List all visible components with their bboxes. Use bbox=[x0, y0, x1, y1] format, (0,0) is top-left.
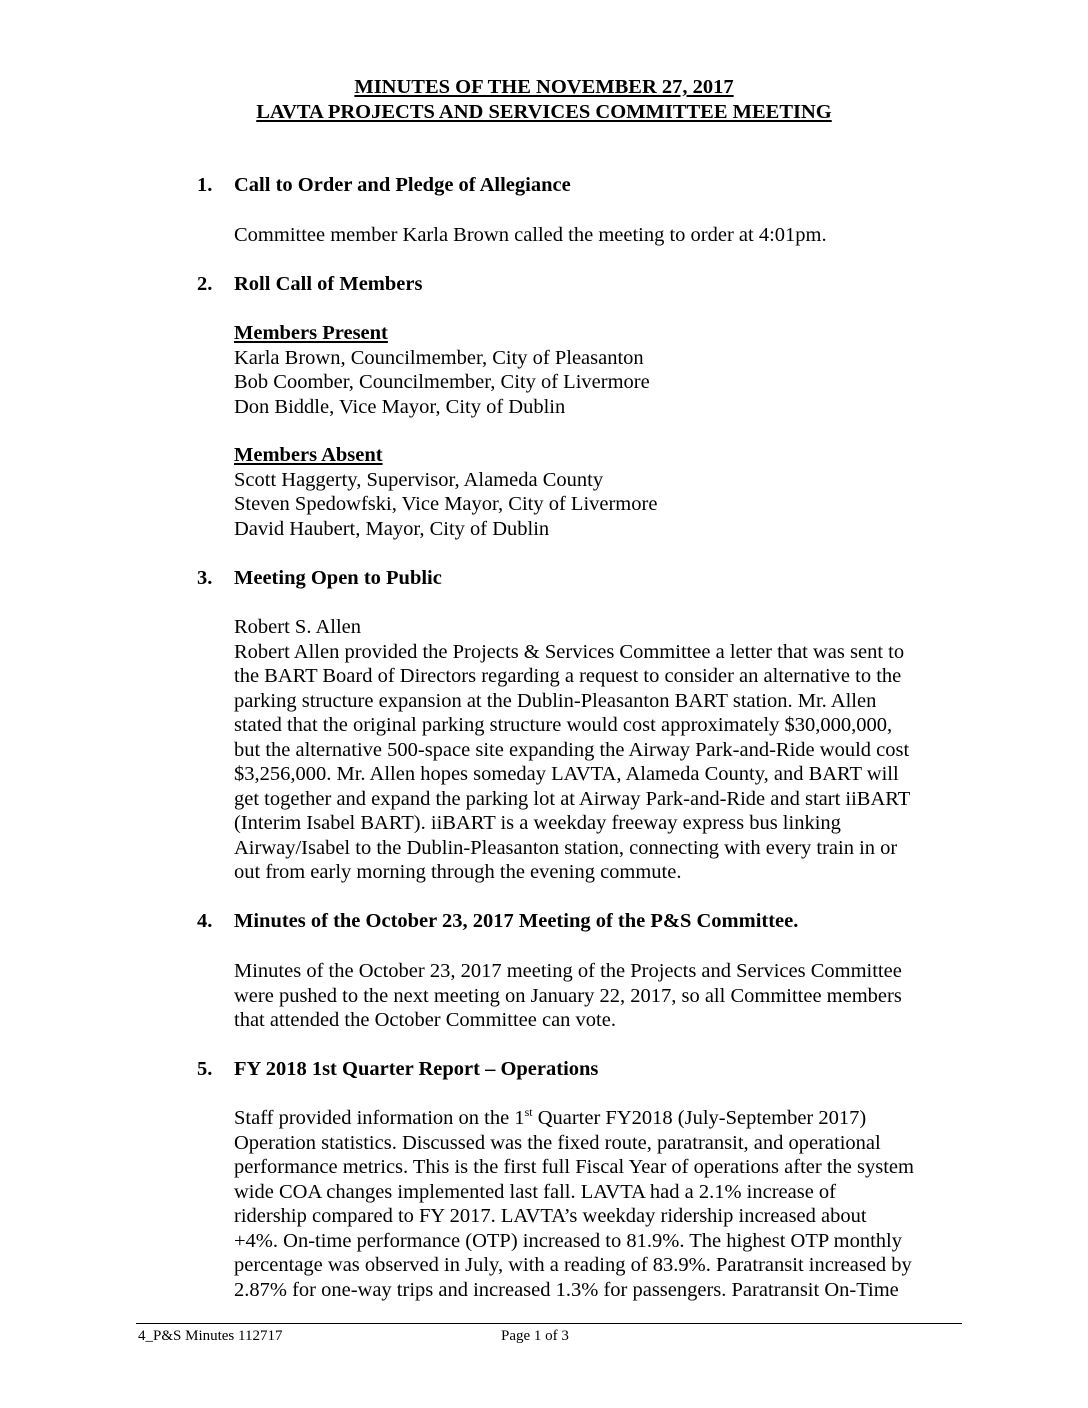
paragraph-line: percentage was observed in July, with a reading of 83.9%. Paratransit increased by bbox=[234, 1254, 912, 1276]
section-3-body bbox=[234, 615, 958, 885]
section-1-heading bbox=[197, 173, 571, 198]
section-title: Roll Call of Members bbox=[234, 273, 423, 295]
section-number: 3. bbox=[197, 567, 213, 589]
section-number: 4. bbox=[197, 910, 213, 932]
paragraph-line: parking structure expansion at the Dublin-Pleasanton BART station. Mr. Allen bbox=[234, 689, 877, 712]
members-absent-heading: Members Absent bbox=[234, 444, 383, 466]
paragraph-line: Operation statistics. Discussed was the fixed route, paratransit, and operational bbox=[234, 1131, 881, 1154]
paragraph-line: stated that the original parking structure would cost approximately $30,000,000, bbox=[234, 714, 893, 736]
paragraph-line: Robert Allen provided the Projects & Services Committee a letter that was sent to bbox=[234, 640, 905, 663]
footer-page-number: Page 1 of 3 bbox=[501, 1328, 569, 1344]
paragraph-line: ridership compared to FY 2017. LAVTA’s weekday ridership increased about bbox=[234, 1205, 867, 1227]
footer-divider bbox=[136, 1323, 962, 1324]
section-1-body bbox=[234, 223, 958, 248]
section-3-heading bbox=[197, 566, 442, 591]
paragraph-line: Airway/Isabel to the Dublin-Pleasanton station, connecting with every train in or bbox=[234, 836, 898, 859]
paragraph-line: Minutes of the October 23, 2017 meeting of the Projects and Services Committee bbox=[234, 960, 902, 982]
paragraph-line: the BART Board of Directors regarding a request to consider an alternative to the bbox=[234, 665, 902, 687]
section-2-heading bbox=[197, 272, 422, 297]
member-entry: Bob Coomber, Councilmember, City of Livermore bbox=[234, 371, 650, 393]
paragraph-line: out from early morning through the evening commute. bbox=[234, 861, 682, 883]
text-segment: Staff provided information on the 1 bbox=[234, 1107, 525, 1129]
paragraph-line: were pushed to the next meeting on January 22, 2017, so all Committee members bbox=[234, 984, 902, 1007]
ordinal-suffix: st bbox=[524, 1105, 533, 1119]
paragraph-line bbox=[234, 1106, 958, 1131]
document-title-line-1: MINUTES OF THE NOVEMBER 27, 2017 bbox=[354, 76, 734, 98]
section-4-body bbox=[234, 959, 958, 1033]
paragraph-line: (Interim Isabel BART). iiBART is a weekday freeway express bus linking bbox=[234, 812, 841, 834]
section-title: Meeting Open to Public bbox=[234, 567, 442, 589]
member-entry: Steven Spedowfski, Vice Mayor, City of Livermore bbox=[234, 493, 658, 515]
section-title: Call to Order and Pledge of Allegiance bbox=[234, 174, 571, 196]
member-entry: David Haubert, Mayor, City of Dublin bbox=[234, 517, 550, 540]
section-title: FY 2018 1st Quarter Report – Operations bbox=[234, 1058, 599, 1080]
footer-document-id: 4_P&S Minutes 112717 bbox=[138, 1328, 283, 1344]
section-title: Minutes of the October 23, 2017 Meeting of the P&S Committee. bbox=[234, 910, 799, 932]
member-entry: Don Biddle, Vice Mayor, City of Dublin bbox=[234, 395, 566, 418]
paragraph-line: Committee member Karla Brown called the meeting to order at 4:01pm. bbox=[234, 224, 827, 246]
section-5-body bbox=[234, 1106, 958, 1302]
section-number: 1. bbox=[197, 174, 213, 196]
speaker-name: Robert S. Allen bbox=[234, 616, 361, 638]
members-present-heading: Members Present bbox=[234, 322, 388, 344]
paragraph-line: +4%. On-time performance (OTP) increased to 81.9%. The highest OTP monthly bbox=[234, 1229, 902, 1252]
text-segment: Quarter FY2018 (July-September 2017) bbox=[532, 1107, 867, 1129]
paragraph-line: $3,256,000. Mr. Allen hopes someday LAVTA, Alameda County, and BART will bbox=[234, 763, 899, 785]
document-title-line-2: LAVTA PROJECTS AND SERVICES COMMITTEE MEETING bbox=[256, 101, 832, 123]
member-entry: Karla Brown, Councilmember, City of Pleasanton bbox=[234, 346, 644, 369]
member-entry: Scott Haggerty, Supervisor, Alameda County bbox=[234, 468, 604, 491]
section-5-heading bbox=[197, 1057, 598, 1082]
section-number: 5. bbox=[197, 1058, 213, 1080]
section-4-heading bbox=[197, 909, 798, 934]
paragraph-line: get together and expand the parking lot at Airway Park-and-Ride and start iiBART bbox=[234, 787, 911, 810]
section-number: 2. bbox=[197, 273, 213, 295]
members-present-list bbox=[234, 321, 958, 419]
paragraph-line: wide COA changes implemented last fall. LAVTA had a 2.1% increase of bbox=[234, 1180, 836, 1203]
paragraph-line: performance metrics. This is the first full Fiscal Year of operations after the system bbox=[234, 1156, 914, 1178]
paragraph-line: 2.87% for one-way trips and increased 1.3% for passengers. Paratransit On-Time bbox=[234, 1278, 899, 1301]
paragraph-line: but the alternative 500-space site expanding the Airway Park-and-Ride would cost bbox=[234, 738, 910, 761]
members-absent-list bbox=[234, 443, 958, 541]
paragraph-line: that attended the October Committee can vote. bbox=[234, 1009, 616, 1031]
